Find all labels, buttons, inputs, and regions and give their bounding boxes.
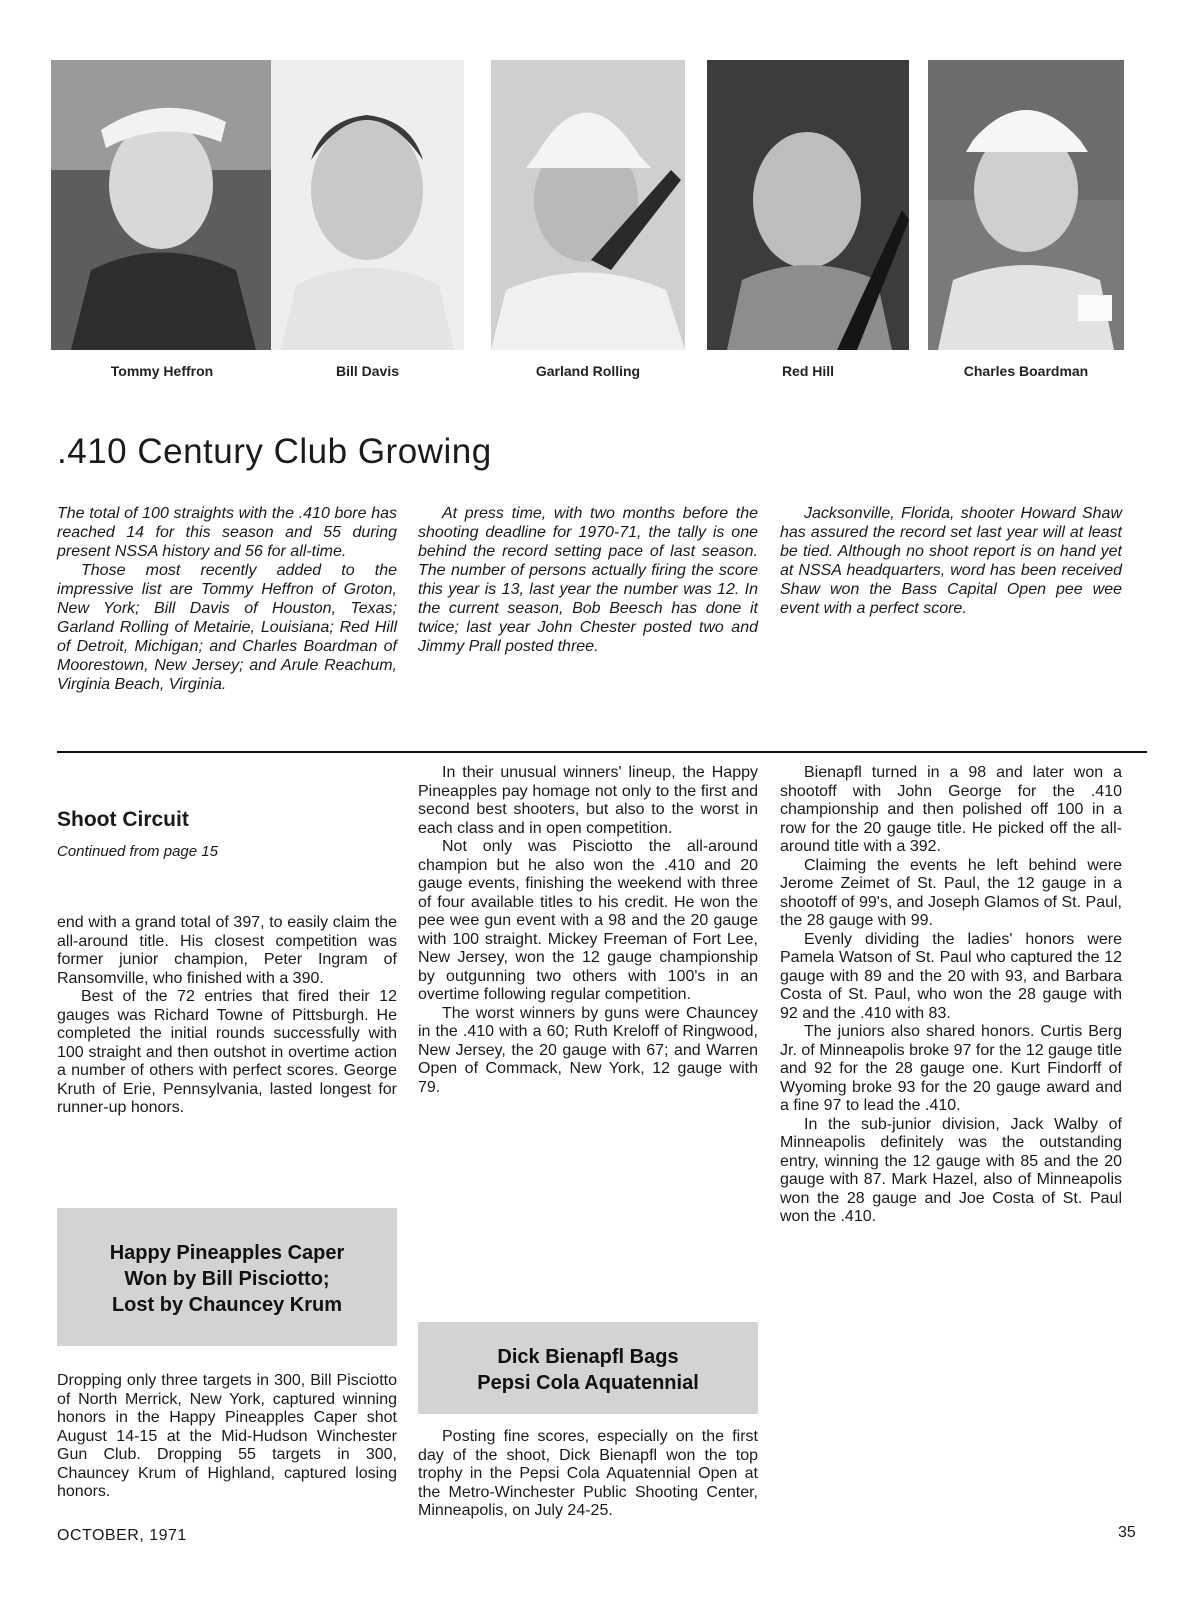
intro-paragraph: Jacksonville, Florida, shooter Howard Shaw has assured the record set last year will at least be tied. Although no shoot report is on hand yet at NSSA headquarters, word has been received Shaw won the Bass Capital Open pee wee event with a perfect score. bbox=[780, 505, 1122, 617]
pineapples-text-col2 bbox=[418, 764, 758, 1097]
photo-tommy-heffron bbox=[51, 60, 273, 350]
page-number: 35 bbox=[1118, 1524, 1136, 1541]
body-paragraph: In the sub-junior division, Jack Walby of Minneapolis definitely was the outstanding entry, winning the 12 gauge with 85 and the 20 gauge with 87. Mark Hazel, also of Minneapolis won the 28 gauge and Joe Costa of St. Paul won the .410. bbox=[780, 1115, 1122, 1225]
body-paragraph: Best of the 72 entries that fired their 12 gauges was Richard Towne of Pittsburgh. He completed the initial rounds successfully with 100 straight and then outshot in overtime action a number of others with perfect scores. George Kruth of Erie, Pennsylvania, lasted longest for runner-up honors. bbox=[57, 988, 397, 1116]
pineapples-headline-box bbox=[57, 1208, 397, 1346]
bienapfl-text-col3 bbox=[780, 764, 1122, 1227]
portrait-image bbox=[491, 60, 685, 350]
caption-charles-boardman: Charles Boardman bbox=[963, 363, 1089, 379]
continued-note: Continued from page 15 bbox=[57, 843, 218, 860]
body-paragraph: Not only was Pisciotto the all-around champion but he also won the .410 and 20 gauge events, finishing the weekend with three of four available titles to his credit. He won the pee wee gun event with a 98 and the 20 gauge with 100 straight. Mickey Freeman of Fort Lee, New Jersey, won the 12 gauge championship by outgunning two others with 100's in an overtime following regular competition. bbox=[418, 838, 758, 1003]
photo-red-hill bbox=[707, 60, 909, 350]
portrait-image bbox=[928, 60, 1124, 350]
pineapples-headline-line: Lost by Chauncey Krum bbox=[111, 1294, 343, 1316]
photo-bill-davis bbox=[271, 60, 464, 350]
bienapfl-headline-line: Pepsi Cola Aquatennial bbox=[477, 1372, 699, 1394]
caption-tommy-heffron: Tommy Heffron bbox=[110, 363, 214, 379]
caption-bill-davis: Bill Davis bbox=[335, 363, 400, 379]
caption-garland-rolling: Garland Rolling bbox=[535, 363, 641, 379]
shoot-circuit-text bbox=[57, 914, 397, 1118]
article-headline: .410 Century Club Growing bbox=[57, 432, 492, 471]
issue-date: OCTOBER, 1971 bbox=[57, 1527, 187, 1544]
photo-charles-boardman bbox=[928, 60, 1124, 350]
intro-paragraph: Those most recently added to the impressive list are Tommy Heffron of Groton, New York; Bill Davis of Houston, Texas; Garland Rolling of Metairie, Louisiana; Red Hill of Detroit, Michigan; and Charles Boardman of Moorestown, New Jersey; and Arule Reachum, Virginia Beach, Virginia. bbox=[57, 562, 397, 693]
caption-red-hill: Red Hill bbox=[781, 363, 835, 379]
shoot-circuit-heading: Shoot Circuit bbox=[57, 808, 189, 831]
intro-column-1 bbox=[57, 504, 397, 694]
pineapples-text-col1 bbox=[57, 1372, 397, 1500]
body-paragraph: Bienapfl turned in a 98 and later won a shootoff with John George for the .410 championship and then polished off 100 in a row for the 20 gauge title. He picked off the all-around title with a 392. bbox=[780, 764, 1122, 855]
body-paragraph: Evenly dividing the ladies' honors were Pamela Watson of St. Paul who captured the 12 gauge with 89 and the 20 with 93, and Barbara Costa of St. Paul, who won the 28 gauge with 92 and the .410 with 83. bbox=[780, 930, 1122, 1022]
bienapfl-text-col2 bbox=[418, 1428, 758, 1519]
body-paragraph: In their unusual winners' lineup, the Happy Pineapples pay homage not only to the first and second best shooters, but also to the worst in each class and in open competition. bbox=[418, 764, 758, 837]
portrait-image bbox=[51, 60, 273, 350]
body-paragraph: Dropping only three targets in 300, Bill Pisciotto of North Merrick, New York, captured winning honors in the Happy Pineapples Caper shot August 14-15 at the Mid-Hudson Winchester Gun Club. Dropping 55 targets in 300, Chauncey Krum of Highland, captured losing honors. bbox=[57, 1372, 397, 1500]
portrait-image bbox=[271, 60, 464, 350]
intro-paragraph: At press time, with two months before the shooting deadline for 1970-71, the tally is one behind the record setting pace of last season. The number of persons actually firing the score this year is 13, last year the number was 12. In the current season, Bob Beesch has done it twice; last year John Chester posted two and Jimmy Prall posted three. bbox=[418, 505, 758, 655]
bienapfl-headline-box bbox=[418, 1322, 758, 1414]
body-paragraph: The worst winners by guns were Chauncey in the .410 with a 60; Ruth Kreloff of Ringwood, New Jersey, the 20 gauge with 67; and Warren Open of Commack, New York, 12 gauge with 79. bbox=[418, 1004, 758, 1096]
photo-garland-rolling bbox=[491, 60, 685, 350]
body-paragraph: The juniors also shared honors. Curtis Berg Jr. of Minneapolis broke 97 for the 12 gauge title and 92 for the 28 gauge one. Kurt Findorff of Wyoming broke 93 for the 20 gauge award and a fine 97 to lead the .410. bbox=[780, 1023, 1122, 1114]
body-paragraph: Posting fine scores, especially on the first day of the shoot, Dick Bienapfl won the top trophy in the Pepsi Cola Aquatennial Open at the Metro-Winchester Public Shooting Center, Minneapolis, on July 24-25. bbox=[418, 1428, 758, 1519]
pineapples-headline-line: Won by Bill Pisciotto; bbox=[124, 1268, 330, 1290]
intro-paragraph: The total of 100 straights with the .410 bore has reached 14 for this season and 55 during present NSSA history and 56 for all-time. bbox=[57, 505, 397, 560]
body-paragraph: end with a grand total of 397, to easily claim the all-around title. His closest competition was former junior champion, Peter Ingram of Ransomville, who finished with a 390. bbox=[57, 914, 397, 987]
portrait-image bbox=[707, 60, 909, 350]
section-divider bbox=[57, 751, 1147, 753]
body-paragraph: Claiming the events he left behind were Jerome Zeimet of St. Paul, the 12 gauge in a shootoff of 99's, and Joseph Glamos of St. Paul, the 28 gauge with 99. bbox=[780, 856, 1122, 929]
intro-column-3 bbox=[780, 504, 1122, 618]
pineapples-headline-line: Happy Pineapples Caper bbox=[109, 1242, 345, 1264]
bienapfl-headline-line: Dick Bienapfl Bags bbox=[497, 1346, 679, 1368]
intro-column-2 bbox=[418, 504, 758, 656]
